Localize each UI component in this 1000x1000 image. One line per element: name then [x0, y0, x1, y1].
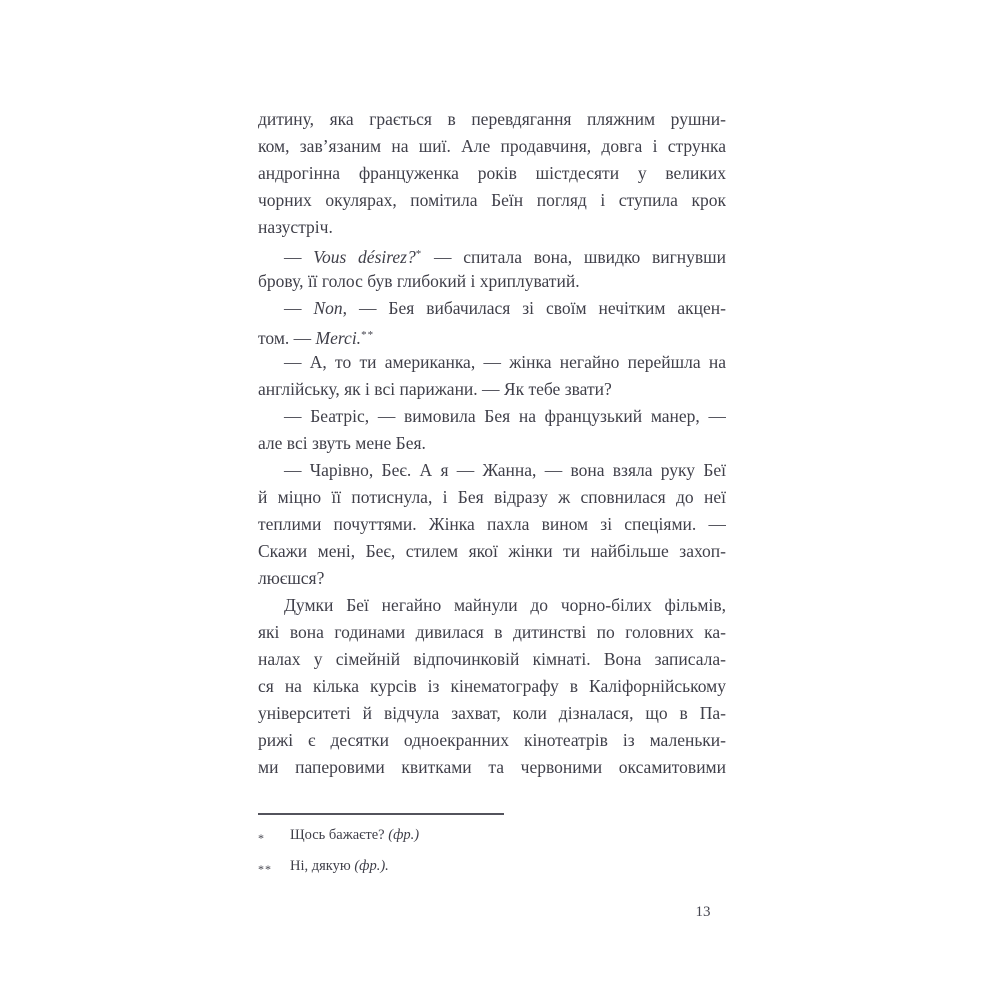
paragraph: [258, 241, 726, 295]
text-segment: Non: [313, 298, 343, 318]
footnotes: [258, 821, 726, 883]
text-segment: том. —: [258, 328, 316, 348]
text-line: [258, 241, 726, 268]
text-segment: які вона годинами дивилася в дитинстві по головних ка-: [258, 622, 726, 642]
footnote-marker: **: [258, 862, 272, 876]
paragraph: [258, 457, 726, 592]
text-line: [258, 106, 726, 133]
text-segment: — Беатріс, — вимовила Бея на французький манер, —: [284, 406, 726, 426]
text-segment: (фр.): [388, 827, 420, 843]
text-segment: ком, зав’язаним на шиї. Але продавчиня, довга і струнка: [258, 136, 726, 156]
text-line: [258, 268, 726, 295]
text-segment: люєшся?: [258, 568, 325, 588]
text-line: [258, 754, 726, 781]
paragraph: [258, 106, 726, 241]
text-segment: назустріч.: [258, 217, 333, 237]
text-line: [258, 349, 726, 376]
text-line: [258, 484, 726, 511]
text-segment: —: [284, 298, 314, 318]
text-line: [258, 376, 726, 403]
footnote-marker: *: [258, 831, 265, 845]
text-segment: — А, то ти американка, — жінка негайно перейшла на: [284, 352, 726, 372]
text-segment: брову, її голос був глибокий і хриплуватий.: [258, 271, 580, 291]
text-segment: — Чарівно, Беє. А я — Жанна, — вона взяла руку Беї: [284, 460, 726, 480]
paragraph: [258, 592, 726, 781]
text-segment: Merci.: [315, 328, 362, 348]
footnote-text: [290, 821, 419, 852]
text-segment: — спитала вона, швидко вигнувши: [422, 247, 726, 267]
text-line: [258, 646, 726, 673]
footnote-separator: [258, 813, 504, 815]
text-line: [258, 673, 726, 700]
paragraph: [258, 403, 726, 457]
text-line: [258, 538, 726, 565]
footnote: [258, 821, 726, 852]
text-segment: дитину, яка грається в перевдягання пляжним рушни-: [258, 109, 726, 129]
text-line: [258, 160, 726, 187]
text-line: [258, 322, 726, 349]
text-line: [258, 295, 726, 322]
page-number: 13: [695, 904, 711, 920]
text-segment: чорних окулярах, помітила Беїн погляд і ступила крок: [258, 190, 726, 210]
body-text: [258, 106, 726, 781]
text-segment: але всі звуть мене Бея.: [258, 433, 426, 453]
text-line: [258, 214, 726, 241]
text-segment: університеті й відчула захват, коли дізналася, що в Па-: [258, 703, 726, 723]
text-segment: Скажи мені, Беє, стилем якої жінки ти найбільше захоп-: [258, 541, 726, 561]
text-line: [258, 700, 726, 727]
text-line: [258, 133, 726, 160]
text-segment: англійську, як і всі парижани. — Як тебе звати?: [258, 379, 612, 399]
text-line: [258, 727, 726, 754]
text-segment: й міцно її потиснула, і Бея відразу ж сповнилася до неї: [258, 487, 726, 507]
text-segment: рижі є десятки одноекранних кінотеатрів із маленьки-: [258, 730, 726, 750]
paragraph: [258, 295, 726, 349]
text-line: [258, 511, 726, 538]
text-line: [258, 187, 726, 214]
footnote: [258, 852, 726, 883]
text-segment: , — Бея вибачилася зі своїм нечітким акцен-: [342, 298, 726, 318]
text-segment: Vous désirez?: [313, 247, 416, 267]
text-line: [258, 430, 726, 457]
text-segment: —: [284, 247, 314, 267]
text-line: [258, 403, 726, 430]
text-segment: Ні, дякую: [290, 858, 355, 874]
text-line: [258, 565, 726, 592]
text-line: [258, 592, 726, 619]
text-segment: ми паперовими квитками та червоними оксамитовими: [258, 757, 726, 777]
text-segment: Щось бажаєте?: [290, 827, 389, 843]
text-segment: (фр.).: [354, 858, 389, 874]
text-segment: теплими почуттями. Жінка пахла вином зі спеціями. —: [258, 514, 726, 534]
footnote-marker-ref: *: [415, 248, 423, 260]
text-segment: Думки Беї негайно майнули до чорно-білих фільмів,: [284, 595, 726, 615]
footnote-marker-ref: **: [361, 329, 375, 341]
text-segment: налах у сімейній відпочинковій кімнаті. Вона записала-: [258, 649, 726, 669]
text-line: [258, 457, 726, 484]
text-line: [258, 619, 726, 646]
footnote-text: [290, 852, 389, 883]
paragraph: [258, 349, 726, 403]
text-segment: андрогінна француженка років шістдесяти у великих: [258, 163, 726, 183]
text-segment: ся на кілька курсів із кінематографу в Каліфорнійському: [258, 676, 726, 696]
